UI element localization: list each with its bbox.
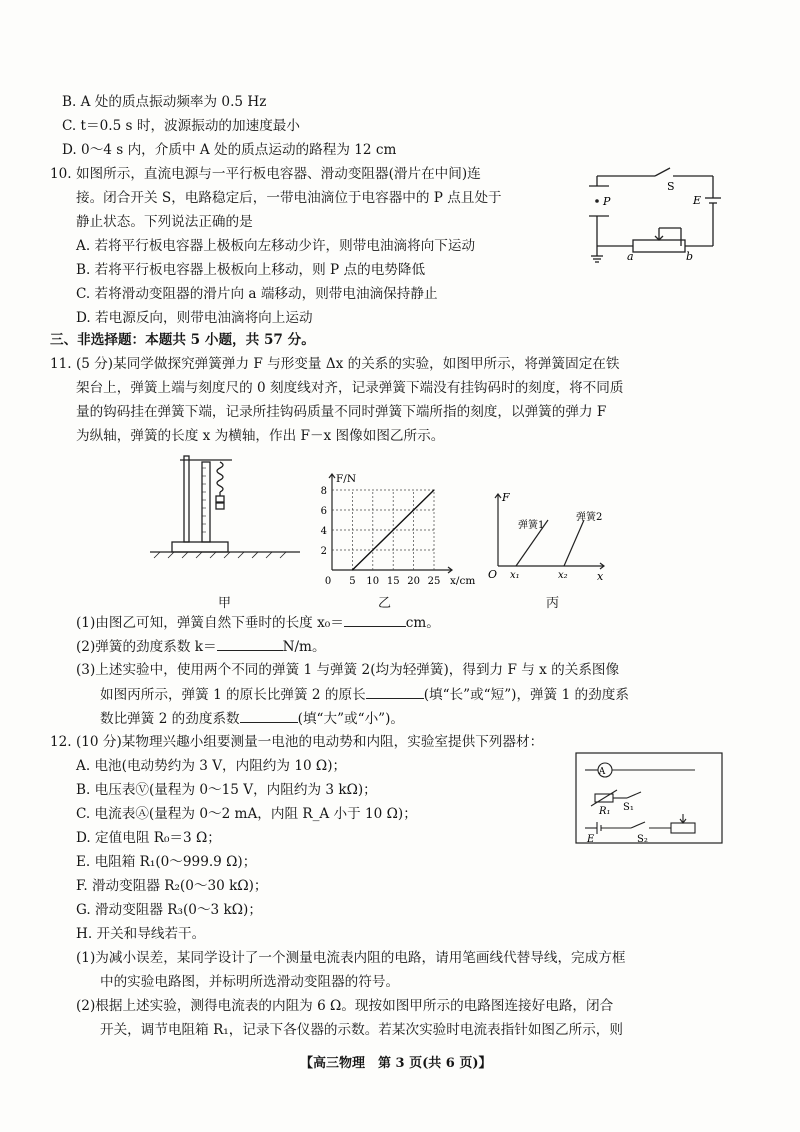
q10-label-p: P xyxy=(603,195,611,208)
q12-label-r1: R₁ xyxy=(599,806,611,817)
q10-option-d: D. 若电源反向，则带电油滴将向上运动 xyxy=(76,310,313,326)
q10-stem-2: 接。闭合开关 S，电路稳定后，一带电油滴位于电容器中的 P 点且处于 xyxy=(76,190,502,206)
q12-item-g: G. 滑动变阻器 R₃(0～3 kΩ)； xyxy=(76,902,262,918)
q11-part-2 xyxy=(76,636,326,657)
data-point xyxy=(372,549,373,550)
q12-item-e: E. 电阻箱 R₁(0～999.9 Ω)； xyxy=(76,854,257,870)
q12-circuit-box[interactable] xyxy=(575,752,723,844)
q12-label-s2: S₂ xyxy=(637,834,648,844)
q11-part-2-suffix: N/m。 xyxy=(282,639,326,655)
q11-stem-2: 架台上，弹簧上端与刻度尺的 0 刻度线对齐，记录弹簧下端没有挂钩码时的刻度，将不同质 xyxy=(76,380,624,396)
q10-label-a: a xyxy=(627,250,634,263)
q10-option-a: A. 若将平行板电容器上极板向左移动少许，则带电油滴将向下运动 xyxy=(76,238,476,254)
q12-item-d: D. 定值电阻 R₀＝3 Ω； xyxy=(76,830,221,846)
q11-part-3-blank-2[interactable] xyxy=(240,708,298,723)
q9-option-b: B. A 处的质点振动频率为 0.5 Hz xyxy=(62,94,267,110)
q10-label-e: E xyxy=(693,194,702,207)
q11-part-2-answer-blank[interactable] xyxy=(217,636,283,651)
bing-spring2-label: 弹簧2 xyxy=(576,512,603,523)
q11-part-3-line-1: (3)上述实验中，使用两个不同的弹簧 1 与弹簧 2(均为轻弹簧)，得到力 F 与 x 的关系图像 xyxy=(76,662,620,678)
q11-part-3-text-c: 数比弹簧 2 的劲度系数 xyxy=(100,711,240,727)
data-point xyxy=(352,569,353,570)
q10-label-b: b xyxy=(686,250,694,263)
data-point xyxy=(393,529,394,530)
q10-label-s: S xyxy=(667,180,675,193)
x-tick-label: 25 xyxy=(427,576,441,587)
q10-option-b: B. 若将平行板电容器上极板向上移动，则 P 点的电势降低 xyxy=(76,262,426,278)
q11-part-3-line-2 xyxy=(100,684,629,705)
y-axis-label: F/N xyxy=(336,473,357,485)
q10-circuit-diagram xyxy=(585,158,735,273)
bing-f-axis-label: F xyxy=(502,491,510,504)
y-tick-label: 2 xyxy=(320,546,327,557)
q11-part-3-blank-1[interactable] xyxy=(366,684,424,699)
q11-fig-yi-label: 乙 xyxy=(378,596,392,611)
q12-part-2-line-2: 开关，调节电阻箱 R₁，记录下各仪器的示数。若某次实验时电流表指针如图乙所示，则 xyxy=(100,1022,623,1038)
q12-stem: 12. (10 分)某物理兴趣小组要测量一电池的电动势和内阻，实验室提供下列器材： xyxy=(50,734,544,750)
q11-part-3-text-a: 如图丙所示，弹簧 1 的原长比弹簧 2 的原长 xyxy=(100,687,366,703)
q12-part-1-line-1: (1)为减小误差，某同学设计了一个测量电流表内阻的电路，请用笔画线代替导线，完成方框 xyxy=(76,950,626,966)
q11-stem-1: 11. (5 分)某同学做探究弹簧弹力 F 与形变量 Δx 的关系的实验，如图甲所示，将弹簧固定在铁 xyxy=(50,356,620,372)
y-tick-label: 8 xyxy=(320,486,327,497)
q11-fig-jia-apparatus xyxy=(150,448,300,560)
bing-spring1-label: 弹簧1 xyxy=(518,520,545,531)
q12-item-f: F. 滑动变阻器 R₂(0～30 kΩ)； xyxy=(76,878,268,894)
q11-part-1-suffix: cm。 xyxy=(405,615,440,631)
q11-stem-4: 为纵轴，弹簧的长度 x 为横轴，作出 F－x 图像如图乙所示。 xyxy=(76,428,445,444)
q11-fig-yi-chart xyxy=(310,458,480,588)
q9-option-d: D. 0～4 s 内，介质中 A 处的质点运动的路程为 12 cm xyxy=(62,142,397,158)
q9-option-c: C. t＝0.5 s 时，波源振动的加速度最小 xyxy=(62,118,300,134)
q12-item-c: C. 电流表Ⓐ(量程为 0～2 mA，内阻 R_A 小于 10 Ω)； xyxy=(76,806,417,822)
q12-item-a: A. 电池(电动势约为 3 V，内阻约为 10 Ω)； xyxy=(76,758,347,774)
q12-ammeter-label: A xyxy=(598,767,606,777)
section-3-heading: 三、非选择题：本题共 5 小题，共 57 分。 xyxy=(50,332,315,348)
data-point xyxy=(433,489,434,490)
x-axis-label: x/cm xyxy=(450,575,476,587)
q12-part-2-line-1: (2)根据上述实验，测得电流表的内阻为 6 Ω。现按如图甲所示的电路图连接好电路，闭合 xyxy=(76,998,614,1014)
q11-part-1-prefix: (1)由图乙可知，弹簧自然下垂时的长度 x₀＝ xyxy=(76,615,344,631)
q10-option-c: C. 若将滑动变阻器的滑片向 a 端移动，则带电油滴保持静止 xyxy=(76,286,438,302)
bing-x1-label: x₁ xyxy=(510,570,520,581)
q11-fig-bing-label: 丙 xyxy=(546,596,560,611)
data-point xyxy=(413,509,414,510)
x-tick-label: 0 xyxy=(324,576,332,587)
q11-fig-bing-chart xyxy=(482,486,612,582)
bing-x2-label: x₂ xyxy=(558,570,568,581)
q12-part-1-line-2: 中的实验电路图，并标明所选滑动变阻器的符号。 xyxy=(100,974,400,990)
q11-part-3-line-3 xyxy=(100,708,404,729)
q12-label-e: E xyxy=(587,834,595,844)
q12-item-h: H. 开关和导线若干。 xyxy=(76,926,206,942)
q11-part-3-text-b: (填“长”或“短”)，弹簧 1 的劲度系 xyxy=(423,687,629,703)
spring2-line xyxy=(564,520,584,566)
x-tick-label: 10 xyxy=(366,576,380,587)
q10-stem-1: 10. 如图所示，直流电源与一平行板电容器、滑动变阻器(滑片在中间)连 xyxy=(50,166,481,182)
q10-stem-3: 静止状态。下列说法正确的是 xyxy=(76,214,253,230)
q11-part-3-text-d: (填“大”或“小”)。 xyxy=(297,711,405,727)
bing-x-axis-label: x xyxy=(597,570,604,582)
q12-label-s1: S₁ xyxy=(623,802,634,813)
q11-part-2-prefix: (2)弹簧的劲度系数 k＝ xyxy=(76,639,217,655)
x-tick-label: 20 xyxy=(407,576,420,587)
q11-part-1 xyxy=(76,612,440,633)
y-tick-label: 4 xyxy=(320,526,327,537)
x-tick-label: 15 xyxy=(386,576,400,587)
page-footer: 【高三物理 第 3 页(共 6 页)】 xyxy=(300,1056,492,1071)
q11-part-1-answer-blank[interactable] xyxy=(344,612,406,627)
q11-stem-3: 量的钩码挂在弹簧下端，记录所挂钩码质量不同时弹簧下端所指的刻度，以弹簧的弹力 F xyxy=(76,404,607,420)
y-tick-label: 6 xyxy=(320,506,327,517)
q12-item-b: B. 电压表Ⓥ(量程为 0～15 V，内阻约为 3 kΩ)； xyxy=(76,782,377,798)
q11-fig-jia-label: 甲 xyxy=(218,596,232,611)
x-tick-label: 5 xyxy=(349,576,356,587)
bing-origin-label: O xyxy=(488,568,498,581)
